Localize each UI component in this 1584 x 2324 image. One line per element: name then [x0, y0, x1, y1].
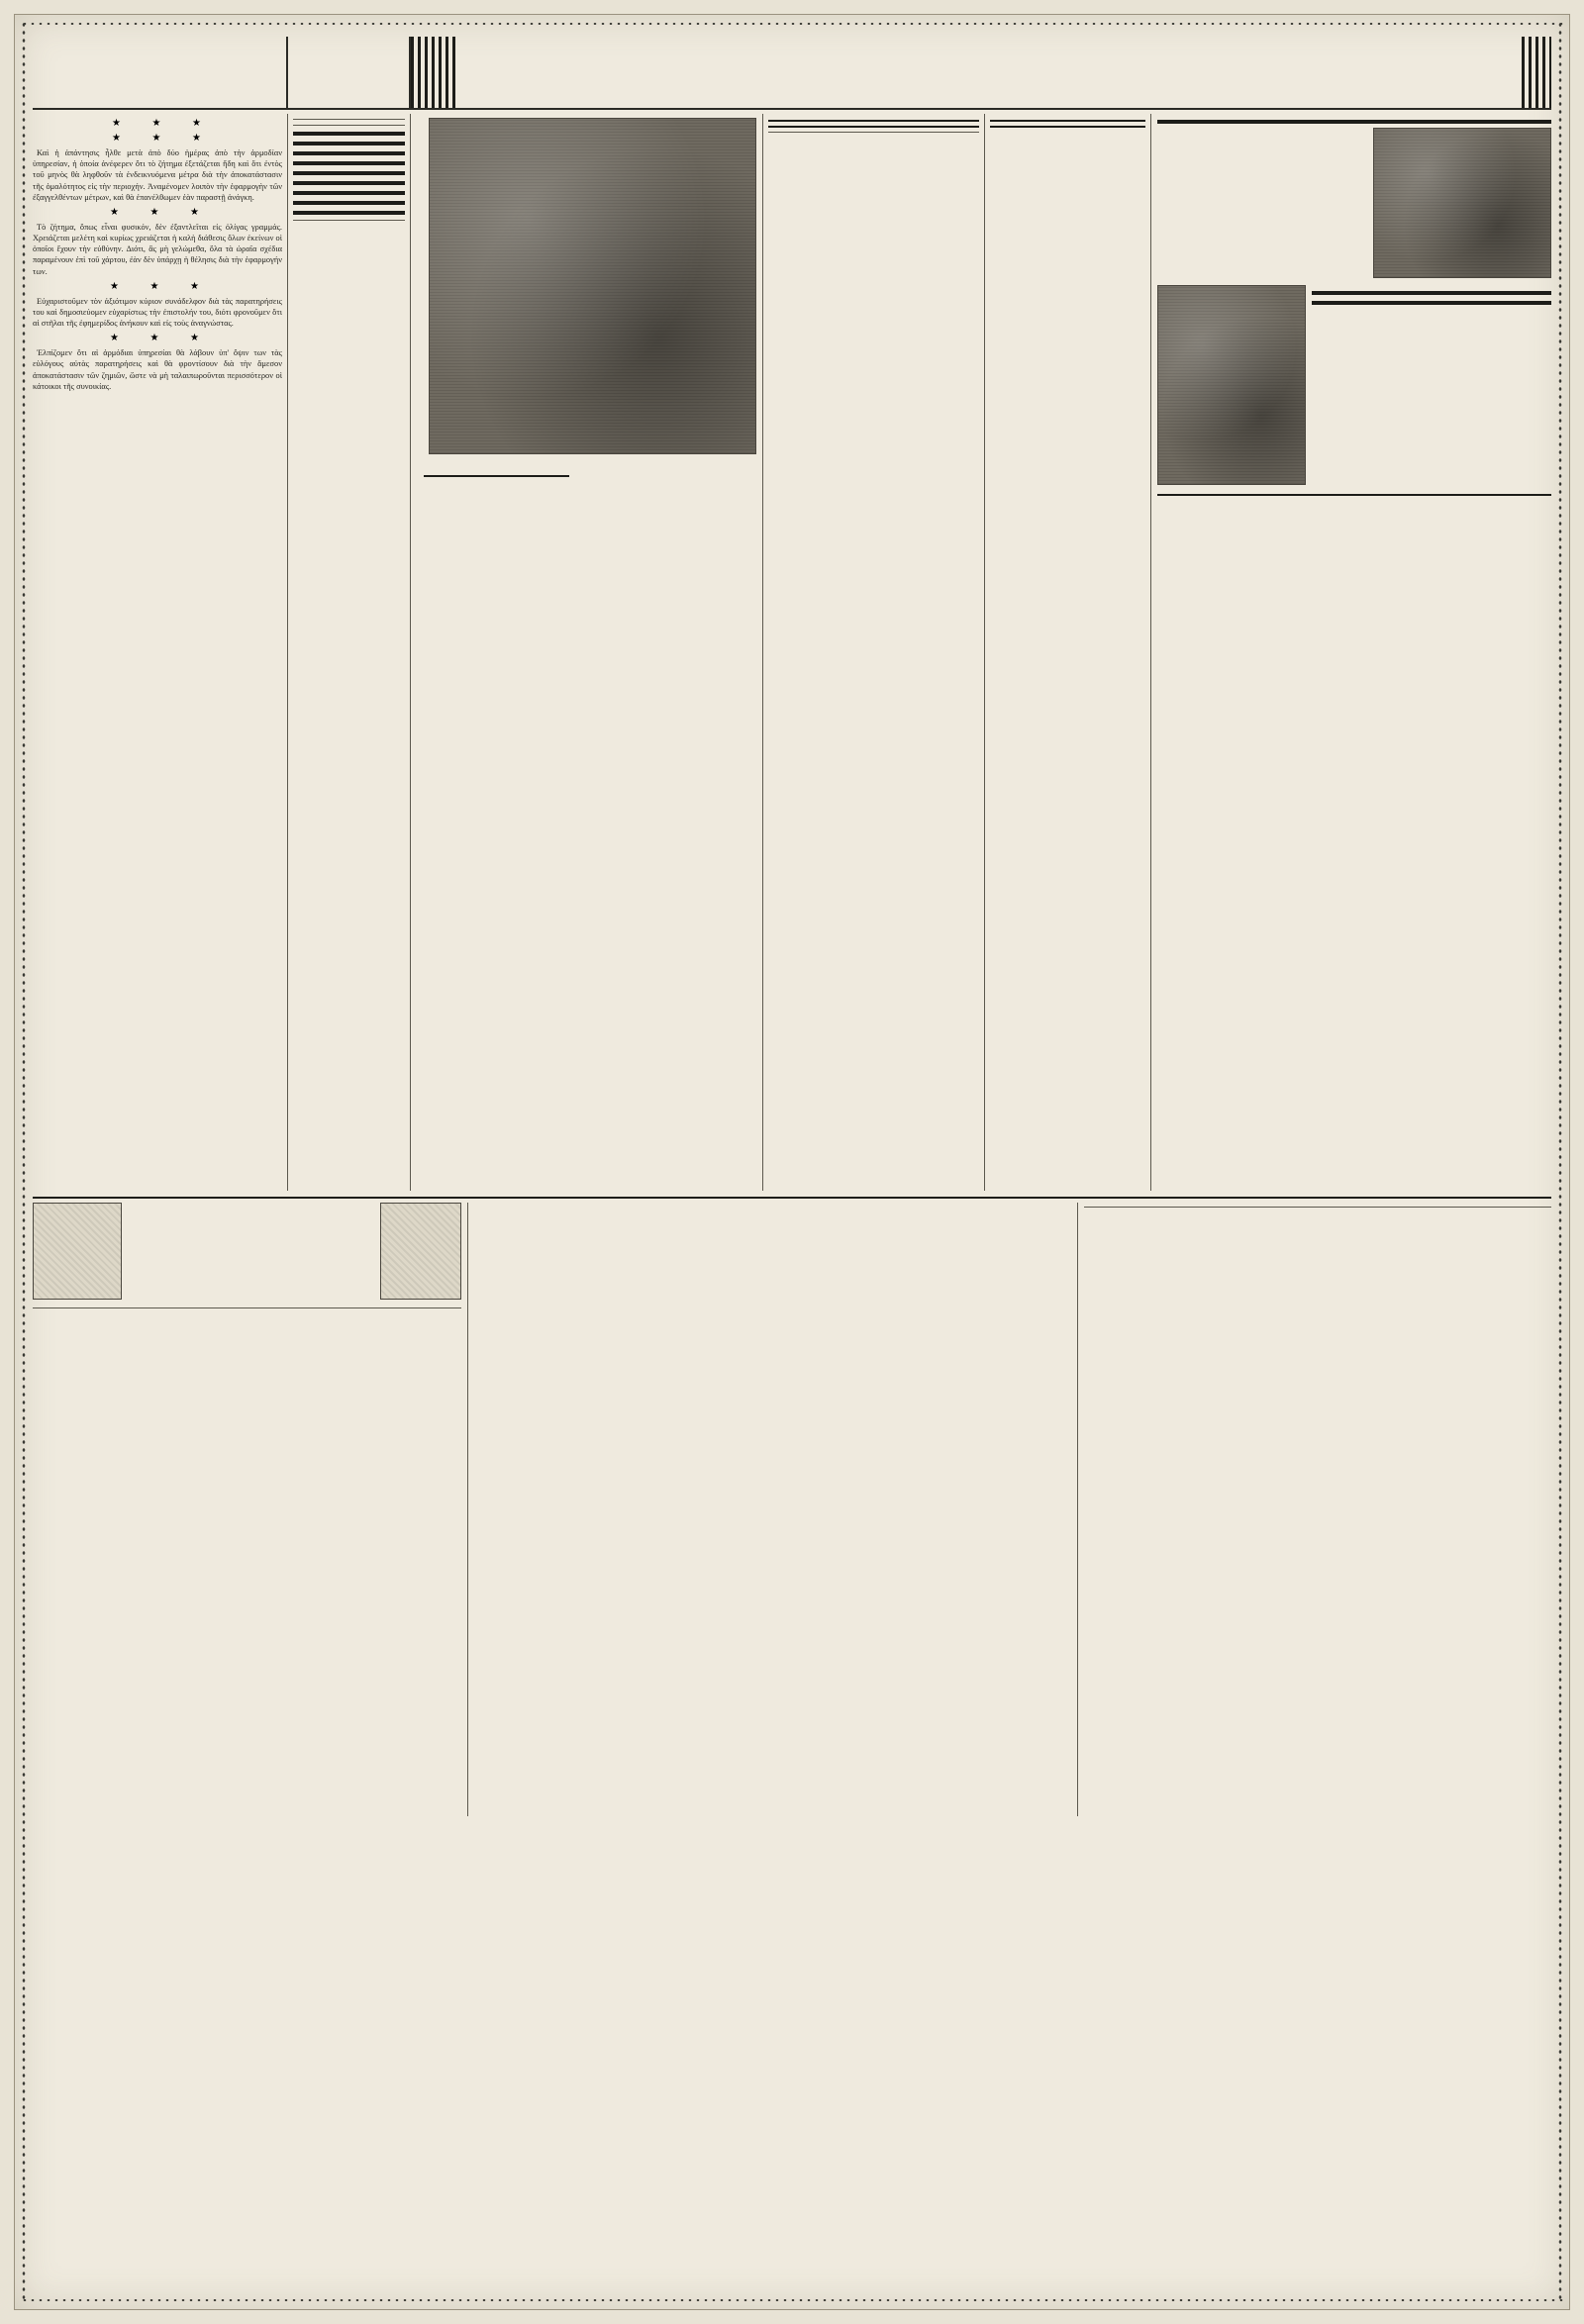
column-cinema	[985, 114, 1151, 1191]
philosophy-section-header	[293, 151, 405, 155]
serial-section	[33, 1197, 1551, 1816]
arts-side-sections	[1312, 285, 1551, 488]
article-6-extra: Ἐλπίζομεν ὅτι αἱ ἁρμόδιαι ὑπηρεσίαι θὰ λάβουν ὑπ' ὄψιν των τὰς εὐλόγους αὐτὰς παρατηρήσεις καὶ θὰ φροντίσουν διὰ τὴν ἄμεσον ἀποκατάστασιν τῶν ζημιῶν, ὥστε νὰ μὴ ταλαιπωροῦνται περισσότερον οἱ κάτοικοι τῆς συνοικίας.	[33, 348, 282, 391]
serial-illustration-right	[380, 1203, 461, 1300]
hatch-left	[411, 37, 456, 108]
politics-sub-left	[417, 459, 583, 465]
divider-stars-1: ★ ★ ★	[112, 118, 207, 129]
concerts-header	[1312, 291, 1551, 295]
arts-theatres-header	[1157, 120, 1551, 124]
main-columns	[33, 114, 1551, 1191]
serial-right	[1078, 1203, 1551, 1816]
column-politics	[411, 114, 763, 1191]
pharmacies-section-header	[293, 171, 405, 175]
date-box	[288, 37, 411, 108]
problem-section-header	[293, 161, 405, 165]
article-3-extra: Καὶ ἡ ἀπάντησις ἦλθε μετὰ ἀπὸ δύο ἡμέρας ἀπὸ τὴν ἁρμοδίαν ὑπηρεσίαν, ἡ ὁποία ἀνέφερεν ὅτι τὸ ζήτημα ἐξετάζεται ἤδη καὶ ὅτι ἐντὸς τοῦ μηνὸς θὰ ληφθοῦν τὰ ἐνδεικνυόμενα μέτρα διὰ τὴν ἀποκατάστασιν τῆς ὁμαλότητος εἰς τὴν περιοχήν. Ἀναμένομεν λοιπὸν τὴν ἐφαρμογὴν τῶν ἐξαγγελθέντων μέτρων, καὶ θὰ ἐπανέλθωμεν ἐὰν παραστῇ ἀνάγκη.	[33, 148, 282, 202]
hatch-right	[1522, 37, 1551, 108]
column-arts	[1151, 114, 1551, 1191]
arts-photo-1	[1373, 128, 1551, 278]
almanac-block	[293, 119, 405, 126]
continue-note	[768, 132, 979, 135]
divider-stars-2: ★ ★ ★	[112, 133, 207, 144]
anecdote-section-header	[293, 142, 405, 145]
column-services	[288, 114, 411, 1191]
column-opinion	[33, 114, 288, 1191]
serial-footer-right	[1084, 1207, 1551, 1210]
masthead-band	[33, 37, 1551, 110]
arts-photo-2	[1157, 285, 1306, 485]
rule-2	[293, 125, 405, 126]
arts-top-row	[1157, 128, 1551, 281]
divider-stars-3: ★ ★ ★	[110, 206, 205, 218]
taxi-section-header	[293, 211, 405, 215]
crossword-grid[interactable]	[424, 475, 569, 477]
ads-section-header	[293, 201, 405, 205]
article-4	[33, 222, 282, 277]
serial-illustration-left	[33, 1203, 122, 1300]
masthead-main-title	[411, 37, 1551, 108]
article-5	[33, 296, 282, 330]
article-3	[33, 147, 282, 203]
serial-left	[33, 1203, 468, 1816]
rule-3	[293, 220, 405, 221]
politics-sub-columns	[417, 459, 756, 465]
serial-middle	[468, 1203, 1078, 1816]
shows-section-header	[768, 120, 979, 128]
crossword-grid-wrap	[417, 471, 575, 481]
article-4-extra: Τὸ ζήτημα, ὅπως εἶναι φυσικόν, δὲν ἐξαντλεῖται εἰς ὀλίγας γραμμάς. Χρειάζεται μελέτη καὶ κυρίως χρειάζεται ἡ καλὴ διάθεσις ὅλων ἐκείνων οἱ ὁποῖοι ἔχουν τὴν εὐθύνην. Διότι, ἂς μὴ γελώμεθα, ὅλα τὰ ὡραῖα σχέδια παραμένουν ἐπὶ τοῦ χάρτου, ἐὰν δὲν ὑπάρχῃ ἡ θέλησις διὰ τὴν ἐφαρμογήν των.	[33, 222, 282, 276]
masthead-left-title	[33, 37, 288, 108]
rule-1	[293, 119, 405, 120]
article-5-extra: Εὐχαριστοῦμεν τὸν ἀξιότιμον κύριον συνάδελφον διὰ τὰς παρατηρήσεις του καὶ δημοσιεύομεν εὐχαρίστως τὴν ἐπιστολήν του, διότι φρονοῦμεν ὅτι αἱ στῆλαι τῆς ἐφημερίδος ἀνήκουν καὶ εἰς τοὺς ἀναγνώστας.	[33, 296, 282, 329]
crossword-clues	[583, 471, 756, 481]
emergency-section-header	[293, 191, 405, 195]
page-content	[33, 37, 1551, 2293]
politics-sub-right	[591, 459, 757, 465]
arts-photo-2-wrap	[1157, 285, 1306, 488]
exhibitions-header	[1312, 301, 1551, 305]
arts-mid-row	[1157, 285, 1551, 488]
column-listings	[763, 114, 985, 1191]
article-6	[33, 347, 282, 392]
crossword-area	[417, 471, 756, 481]
weekly-story-block	[1157, 494, 1551, 503]
hospitals-section-header	[293, 181, 405, 185]
paper-sheet	[14, 14, 1570, 2310]
serial-header	[33, 1203, 461, 1300]
poetry-section-header	[293, 132, 405, 136]
news-photo	[429, 118, 756, 454]
divider-stars-5: ★ ★ ★	[110, 333, 205, 344]
serial-footer-left	[33, 1307, 461, 1310]
arts-photo-1-wrap	[1373, 128, 1551, 281]
cinema-section-header	[990, 120, 1145, 128]
divider-stars-4: ★ ★ ★	[110, 280, 205, 292]
arts-para-1	[1157, 128, 1367, 281]
